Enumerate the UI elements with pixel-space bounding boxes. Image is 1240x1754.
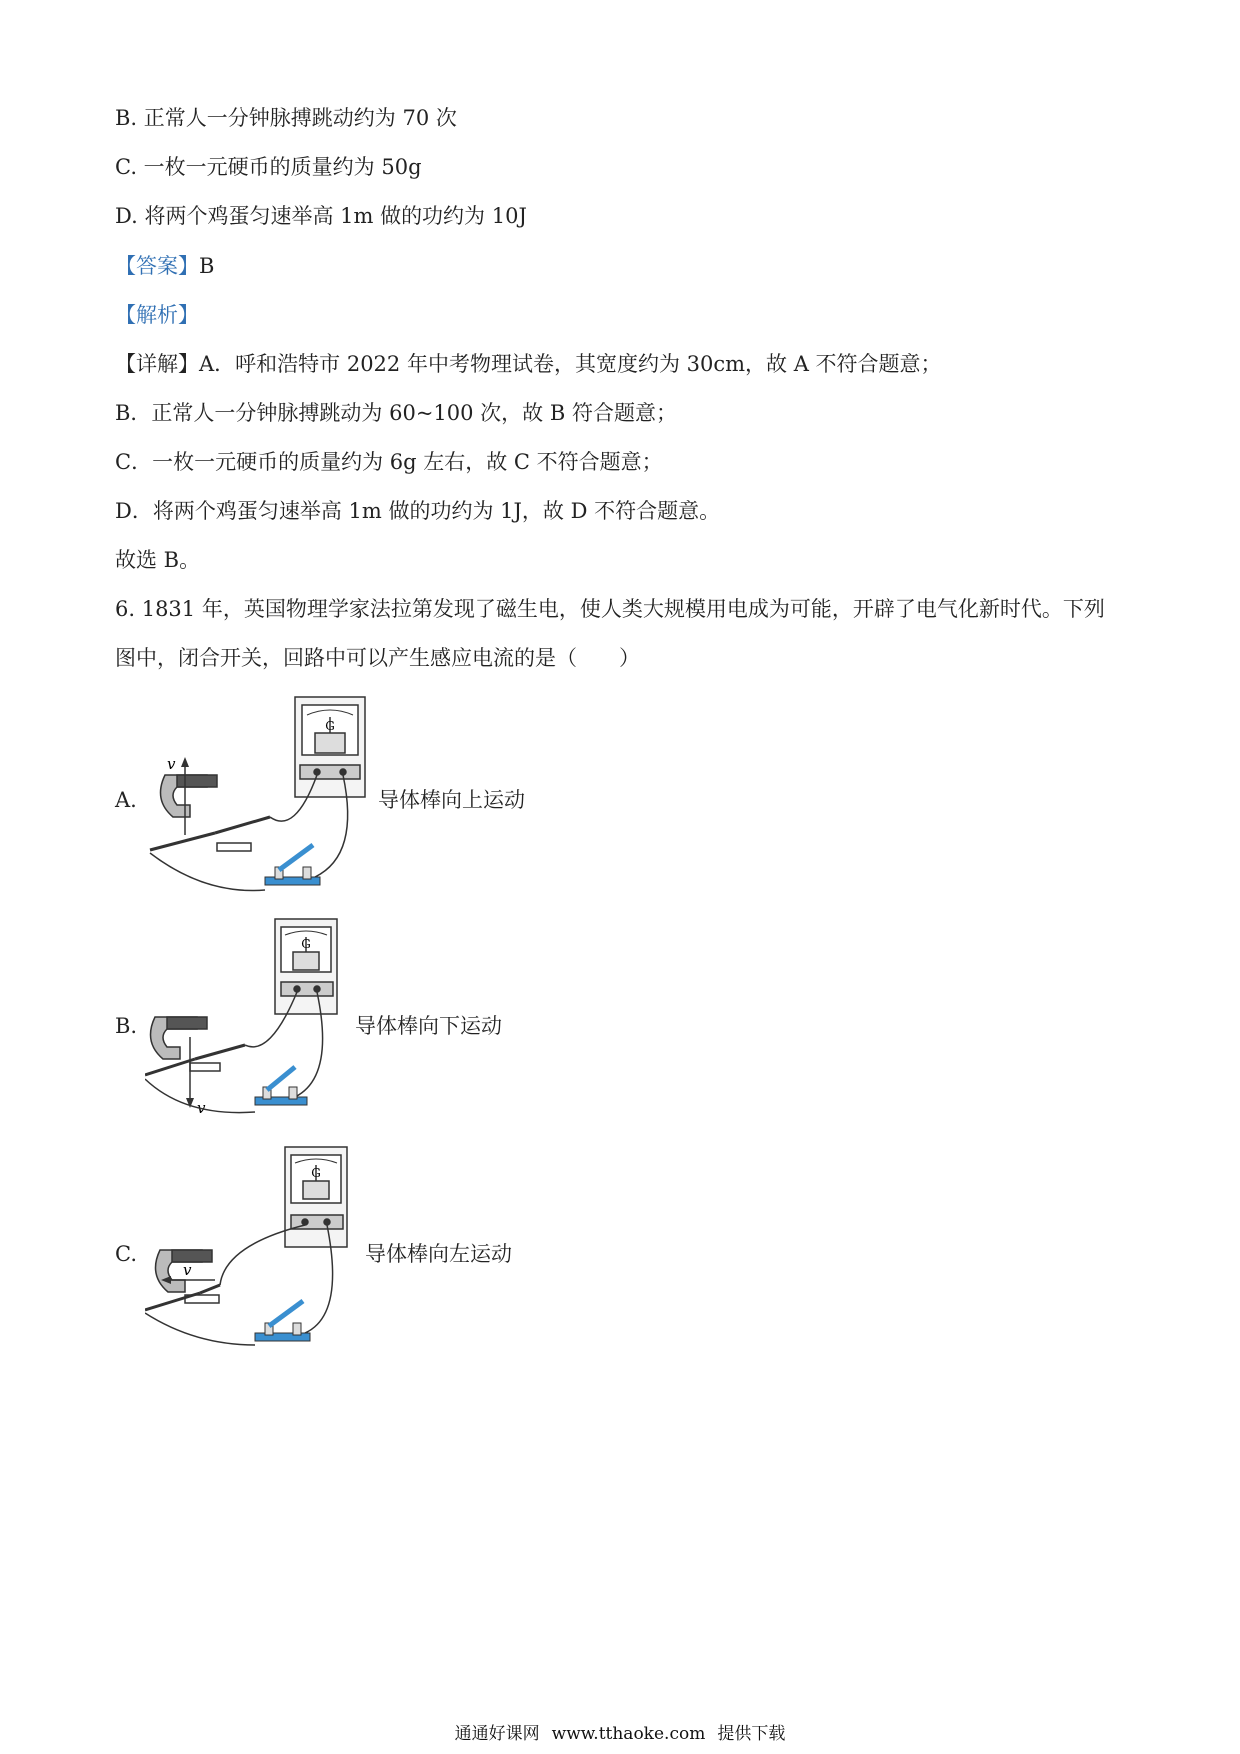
wire [145, 1313, 255, 1345]
meter-symbol: G [325, 719, 335, 733]
answer-line [115, 252, 214, 280]
conductor-rod [200, 1285, 220, 1293]
velocity-label: v [167, 755, 176, 773]
analysis-tag: 【解析】 [115, 303, 199, 327]
prev-option-d: D. 将两个鸡蛋匀速举高 1m 做的功约为 10J [115, 204, 527, 228]
meter-symbol: G [311, 1166, 321, 1180]
q6-stem-line1: 6. 1831 年，英国物理学家法拉第发现了磁生电，使人类大规模用电成为可能，开辟了电气化新时代。下列 [115, 597, 1105, 621]
option-b-caption: 导体棒向下运动 [355, 1014, 502, 1038]
detail-a: A．呼和浩特市 2022 年中考物理试卷，其宽度约为 30cm，故 A 不符合题意； [199, 352, 942, 376]
wire [150, 853, 265, 891]
rail [150, 833, 215, 850]
footer-note: 提供下载 [717, 1724, 786, 1744]
option-a-label: A. [115, 788, 137, 812]
answer-value: B [199, 254, 215, 278]
option-a-figure [145, 695, 375, 900]
velocity-label: v [197, 1099, 206, 1117]
option-b-figure [145, 917, 355, 1122]
rail [145, 1059, 195, 1075]
switch [255, 1067, 307, 1105]
footer-site-name: 通通好课网 [454, 1724, 540, 1744]
q6-stem-line2: 图中，闭合开关，回路中可以产生感应电流的是（ ） [115, 646, 640, 670]
detail-b: B．正常人一分钟脉搏跳动为 60~100 次，故 B 符合题意； [115, 401, 677, 425]
wire [145, 1079, 255, 1113]
option-c-figure [145, 1145, 360, 1355]
footer-url[interactable]: www.tthaoke.com [551, 1724, 706, 1744]
option-b-label: B. [115, 1014, 138, 1038]
analysis-line [115, 301, 199, 329]
magnet [161, 775, 252, 851]
conclusion: 故选 B。 [115, 548, 201, 572]
galvanometer [295, 697, 365, 797]
prev-option-b: B. 正常人一分钟脉搏跳动约为 70 次 [115, 106, 457, 130]
detail-a-line [115, 350, 942, 378]
option-a-caption: 导体棒向上运动 [378, 788, 525, 812]
detail-c: C．一枚一元硬币的质量约为 6g 左右，故 C 不符合题意； [115, 450, 663, 474]
switch [255, 1301, 310, 1341]
velocity-label: v [183, 1261, 192, 1279]
meter-symbol: G [301, 937, 311, 951]
detail-d: D．将两个鸡蛋匀速举高 1m 做的功约为 1J，故 D 不符合题意。 [115, 499, 721, 523]
galvanometer [275, 919, 337, 1014]
option-c-label: C. [115, 1242, 137, 1266]
page-footer [0, 1723, 1240, 1745]
detail-tag: 【详解】 [115, 352, 199, 376]
option-c-caption: 导体棒向左运动 [365, 1242, 512, 1266]
conductor-rod [195, 1045, 245, 1059]
prev-option-c: C. 一枚一元硬币的质量约为 50g [115, 155, 422, 179]
galvanometer [285, 1147, 347, 1247]
answer-tag: 【答案】 [115, 254, 199, 278]
switch [265, 845, 320, 885]
conductor-rod [215, 817, 270, 833]
